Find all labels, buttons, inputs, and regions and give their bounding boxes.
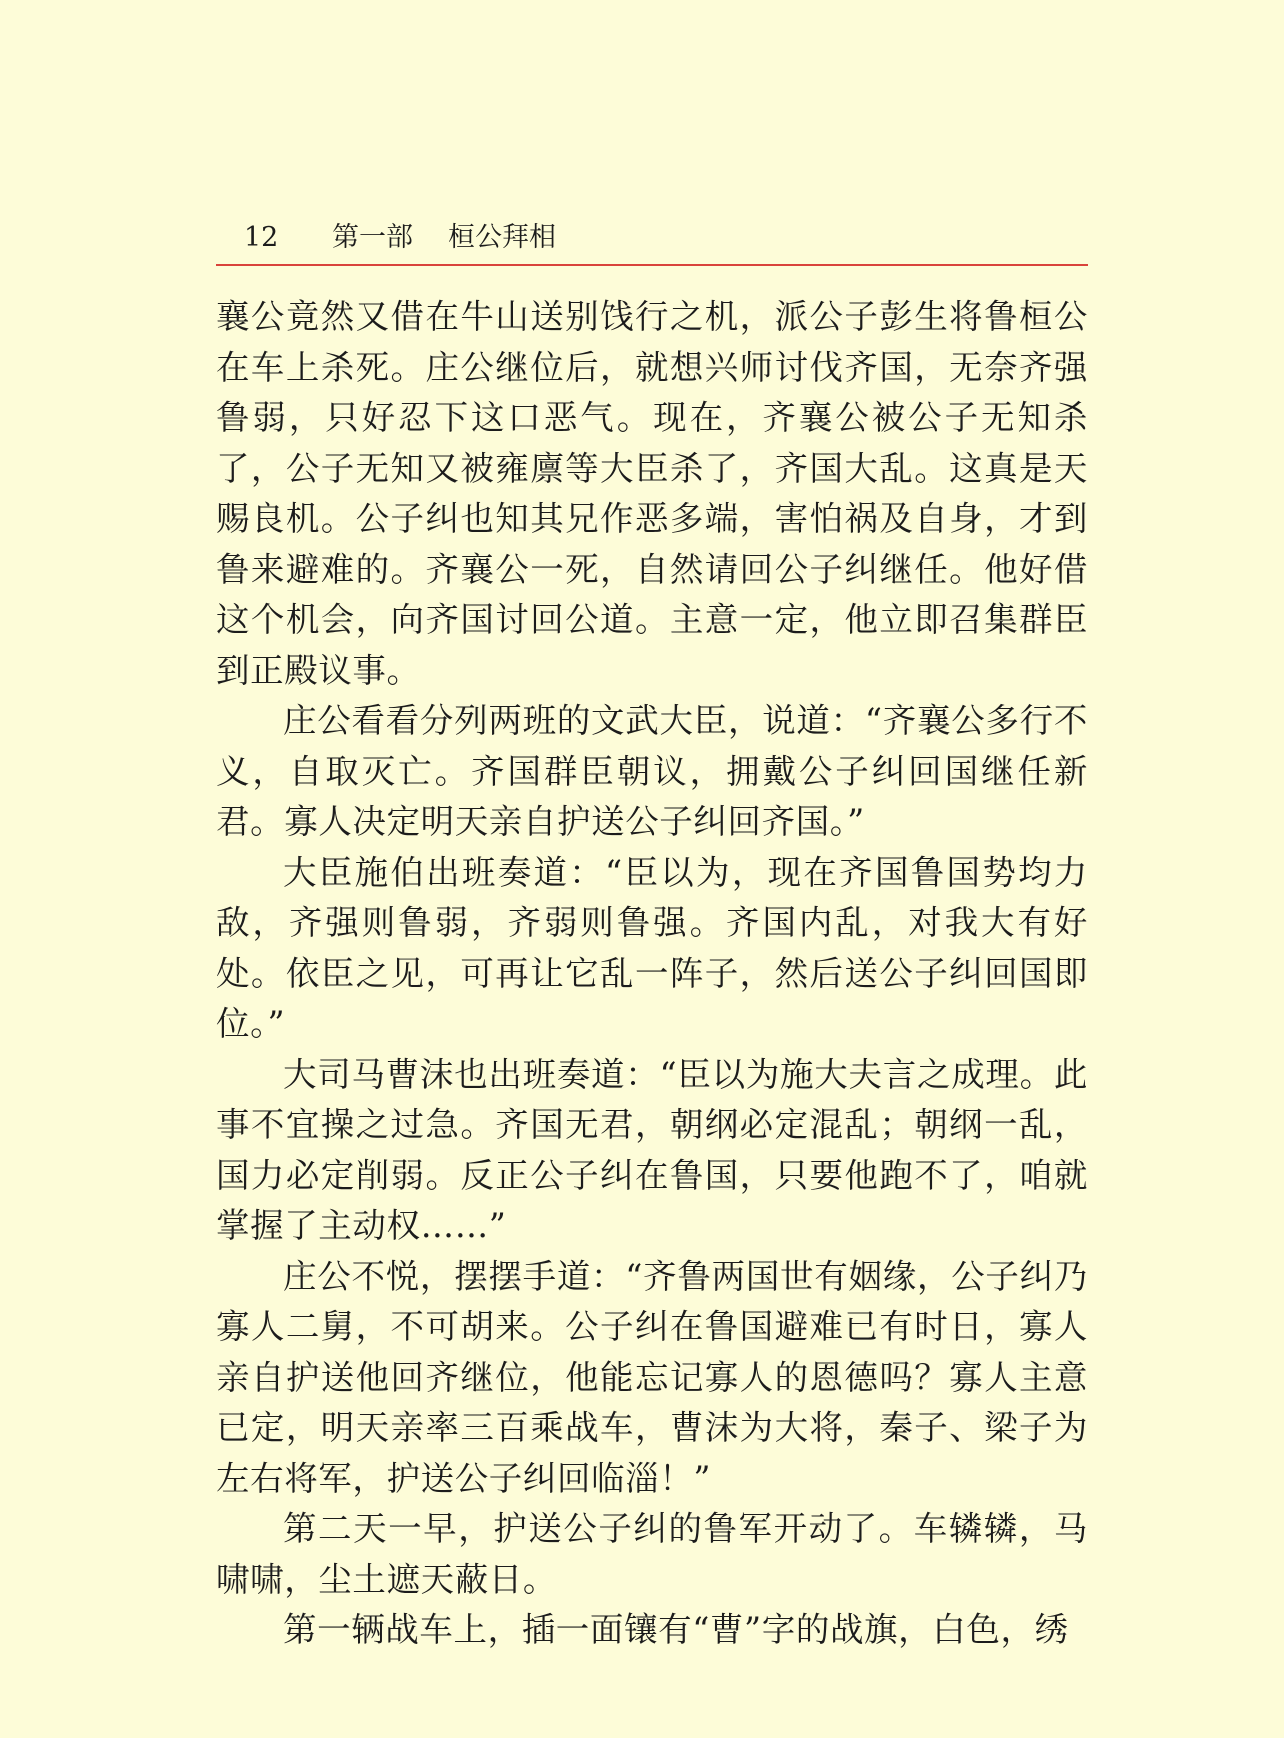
paragraph-1: 襄公竟然又借在牛山送别饯行之机，派公子彭生将鲁桓公在车上杀死。庄公继位后，就想兴师讨伐齐国，无奈齐强鲁弱，只好忍下这口恶气。现在，齐襄公被公子无知杀了，公子无知又被雍廪等大臣杀了，齐国大乱。这真是天赐良机。公子纠也知其兄作恶多端，害怕祸及自身，才到鲁来避难的。齐襄公一死，自然请回公子纠继任。他好借这个机会，向齐国讨回公道。主意一定，他立即召集群臣到正殿议事。 (216, 297, 1088, 690)
paragraph-7: 第一辆战车上，插一面镶有“曹”字的战旗，白色，绣 (283, 1610, 1069, 1649)
part-label: 第一部 (332, 222, 413, 253)
paragraph-6: 第二天一早，护送公子纠的鲁军开动了。车辚辚，马啸啸，尘土遮天蔽日。 (216, 1509, 1088, 1599)
page-number: 12 (244, 222, 279, 253)
paragraph-3: 大臣施伯出班奏道：“臣以为，现在齐国鲁国势均力敌，齐强则鲁弱，齐弱则鲁强。齐国内乱，对我大有好处。依臣之见，可再让它乱一阵子，然后送公子纠回国即位。” (216, 852, 1088, 1043)
running-header (216, 218, 1088, 258)
book-page (216, 0, 1088, 1738)
paragraph-4: 大司马曹沫也出班奏道：“臣以为施大夫言之成理。此事不宜操之过急。齐国无君，朝纲必定混乱；朝纲一乱，国力必定削弱。反正公子纠在鲁国，只要他跑不了，咱就掌握了主动权……” (216, 1054, 1088, 1245)
body-text (216, 292, 1088, 1656)
paragraph-5: 庄公不悦，摆摆手道：“齐鲁两国世有姻缘，公子纠乃寡人二舅，不可胡来。公子纠在鲁国避难已有时日，寡人亲自护送他回齐继位，他能忘记寡人的恩德吗？寡人主意已定，明天亲率三百乘战车，曹沫为大将，秦子、梁子为左右将军，护送公子纠回临淄！” (216, 1256, 1088, 1498)
paragraph-2: 庄公看看分列两班的文武大臣，说道：“齐襄公多行不义，自取灭亡。齐国群臣朝议，拥戴公子纠回国继任新君。寡人决定明天亲自护送公子纠回齐国。” (216, 701, 1088, 841)
chapter-title: 桓公拜相 (448, 222, 556, 253)
header-divider (216, 264, 1088, 266)
